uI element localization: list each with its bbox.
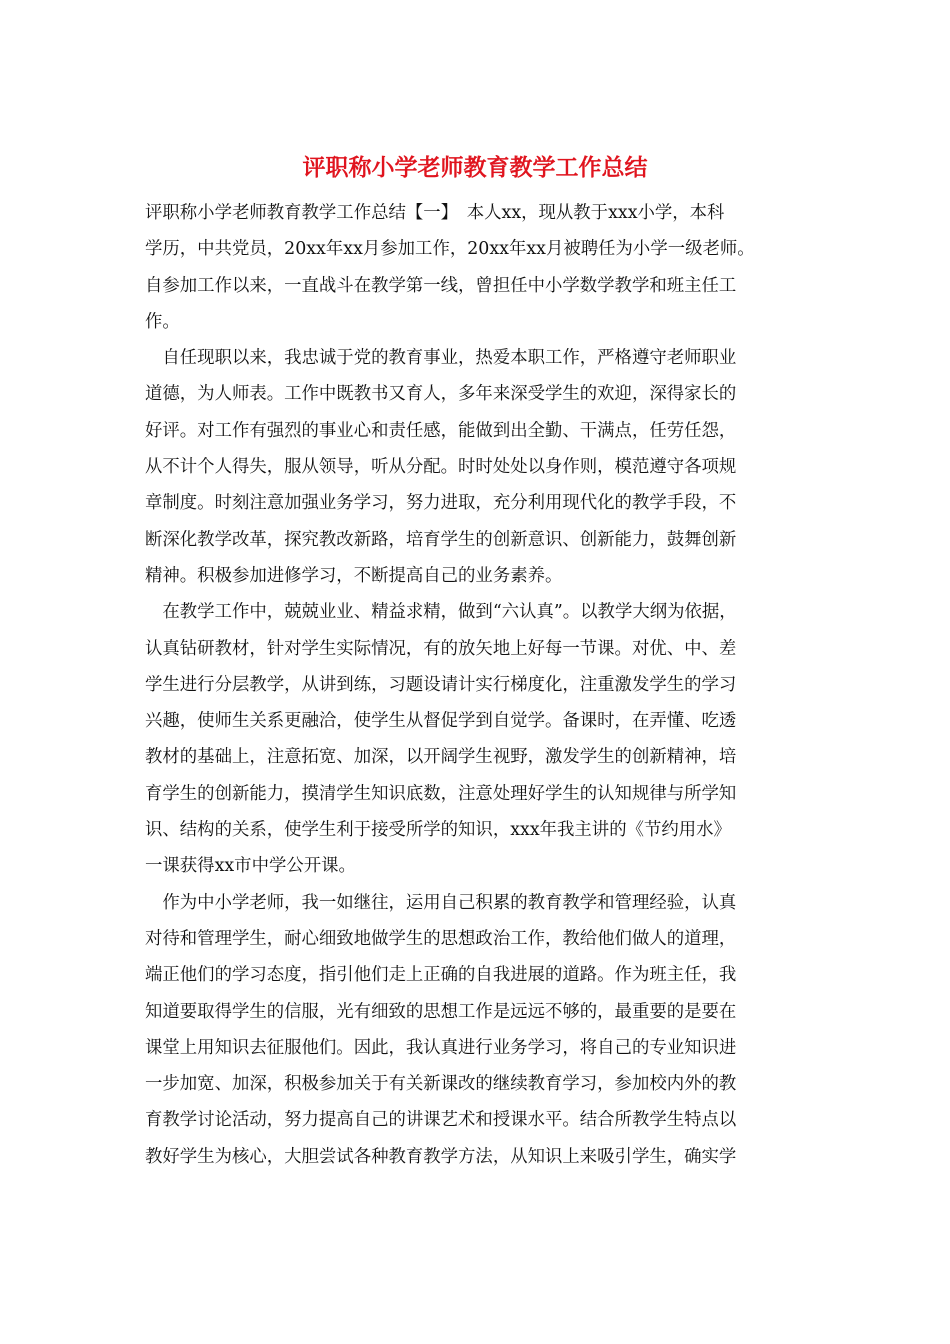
text-line: 作。 [145, 311, 180, 332]
text-line: 学历，中共党员，20xx年xx月参加工作，20xx年xx月被聘任为小学一级老师。 [145, 239, 755, 260]
text-line: 自任现职以来，我忠诚于党的教育事业，热爱本职工作，严格遵守老师职业 [145, 348, 737, 369]
text-line: 道德，为人师表。工作中既教书又育人，多年来深受学生的欢迎，深得家长的 [145, 384, 737, 405]
text-line: 自参加工作以来，一直战斗在教学第一线，曾担任中小学数学教学和班主任工 [145, 275, 737, 296]
text-line: 教好学生为核心，大胆尝试各种教育教学方法，从知识上来吸引学生，确实学 [145, 1146, 737, 1167]
text-line: 作为中小学老师，我一如继往，运用自己积累的教育教学和管理经验，认真 [145, 892, 737, 913]
text-line: 一步加宽、加深，积极参加关于有关新课改的继续教育学习，参加校内外的教 [145, 1074, 737, 1095]
text-line: 评职称小学老师教育教学工作总结【一】 本人xx，现从教于xxx小学，本科 [145, 203, 725, 223]
document-body [145, 195, 815, 1175]
text-line: 教材的基础上，注意拓宽、加深，以开阔学生视野，激发学生的创新精神，培 [145, 747, 737, 768]
text-line: 端正他们的学习态度，指引他们走上正确的自我进展的道路。作为班主任，我 [145, 965, 737, 986]
text-line: 育教学讨论活动，努力提高自己的讲课艺术和授课水平。结合所教学生特点以 [145, 1110, 737, 1131]
document-title: 评职称小学老师教育教学工作总结 [302, 154, 648, 181]
text-line: 认真钻研教材，针对学生实际情况，有的放矢地上好每一节课。对优、中、差 [145, 638, 737, 659]
text-line: 课堂上用知识去征服他们。因此，我认真进行业务学习，将自己的专业知识进 [145, 1037, 737, 1058]
text-line: 育学生的创新能力，摸清学生知识底数，注意处理好学生的认知规律与所学知 [145, 783, 737, 804]
text-line: 对待和管理学生，耐心细致地做学生的思想政治工作，教给他们做人的道理， [145, 928, 737, 949]
text-line: 识、结构的关系，使学生利于接受所学的知识，xxx年我主讲的《节约用水》 [145, 820, 731, 841]
text-line: 在教学工作中，兢兢业业、精益求精，做到“六认真”。以教学大纲为依据， [145, 602, 737, 623]
text-line: 一课获得xx市中学公开课。 [145, 856, 356, 877]
text-line: 断深化教学改革，探究教改新路，培育学生的创新意识、创新能力，鼓舞创新 [145, 529, 737, 550]
text-line: 章制度。时刻注意加强业务学习，努力进取，充分利用现代化的教学手段，不 [145, 493, 737, 514]
text-line: 从不计个人得失，服从领导，听从分配。时时处处以身作则，模范遵守各项规 [145, 457, 737, 478]
text-line: 兴趣，使师生关系更融洽，使学生从督促学到自觉学。备课时，在弄懂、吃透 [145, 711, 737, 732]
text-line: 学生进行分层教学，从讲到练，习题设请计实行梯度化，注重激发学生的学习 [145, 674, 737, 695]
text-line: 好评。对工作有强烈的事业心和责任感，能做到出全勤、干满点，任劳任怨， [145, 420, 737, 441]
text-line: 精神。积极参加进修学习，不断提高自己的业务素养。 [145, 565, 563, 586]
text-line: 知道要取得学生的信服，光有细致的思想工作是远远不够的，最重要的是要在 [145, 1001, 737, 1022]
